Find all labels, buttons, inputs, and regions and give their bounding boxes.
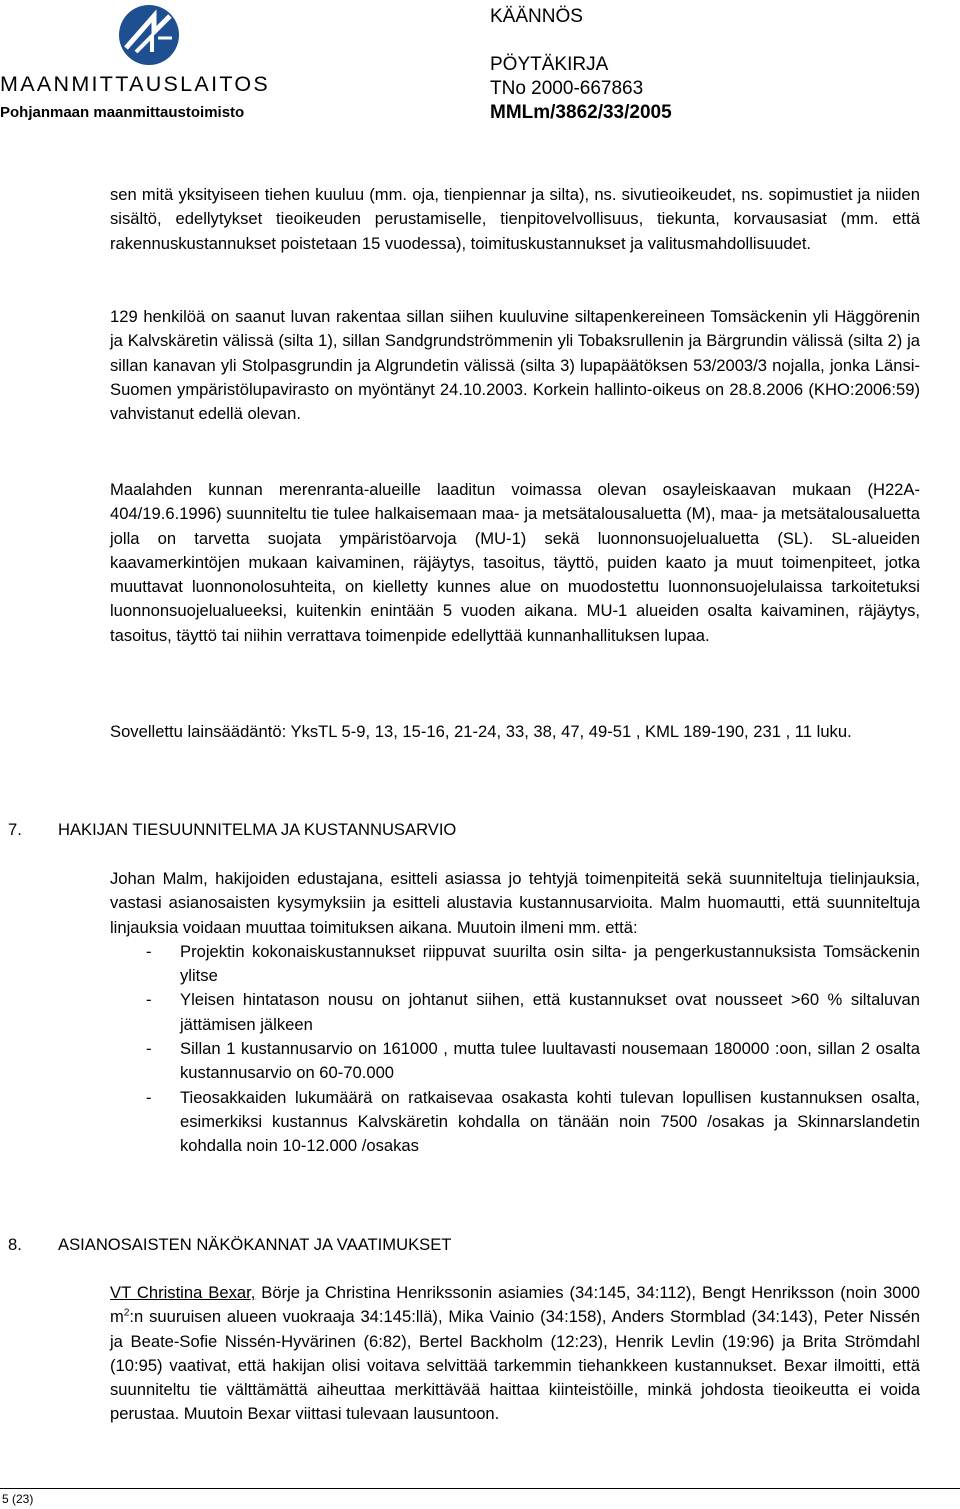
document-header-info <box>490 5 672 125</box>
list-item-text: Tieosakkaiden lukumäärä on ratkaisevaa osakasta kohti tulevan lopullisen kustannuksen osalta, esimerkiksi kustannus Kalvskäretin kohdalla on tänään noin 7500 /osakas ja Skinnarslandetin kohdalla noin 10-12.000 /osakas <box>180 1087 920 1156</box>
paragraph-bridge-permit <box>110 305 920 426</box>
agency-logo <box>0 0 300 128</box>
section-7-intro: Johan Malm, hakijoiden edustajana, esitteli asiassa jo tehtyjä toimenpiteitä sekä suunniteltuja tielinjauksia, vastasi asianosaisten kysymyksiin ja esitteli alustavia kustannusarvioita. Malm huomautti, että suunniteltuja linjauksia voidaan muuttaa toimituksen aikana. Muutoin ilmeni mm. että: <box>110 869 920 937</box>
section-title: ASIANOSAISTEN NÄKÖKANNAT JA VAATIMUKSET <box>58 1235 452 1254</box>
paragraph-text: :n suuruisen alueen vuokraaja 34:145:llä), Mika Vainio (34:158), Anders Stormblad (34:143), Peter Nissén ja Beate-Sofie Nissén-Hyvärinen (6:82), Bertel Backholm (12:23), Henrik Levlin (19:96) ja Brita Strömdahl (10:95) vaativat, että hakijan olisi voitava selvittää tarkemmin tiehankkeen kustannukset. Bexar ilmoitti, että suunniteltu tie välttämättä aiheuttaa merkittävää haittaa kiinteistöille, minkä johdosta tieoikeutta ei voida perustaa. Muutoin Bexar viittasi tulevaan lausuntoon. <box>110 1307 920 1424</box>
dash-bullet: - <box>146 941 152 961</box>
logo-wordmark: MAANMITTAUSLAITOS <box>0 72 271 96</box>
section-7-body <box>110 867 920 1159</box>
translation-label: KÄÄNNÖS <box>490 6 583 27</box>
paragraph-master-plan <box>110 478 920 648</box>
section-number: 7. <box>8 820 22 839</box>
dash-bullet: - <box>146 990 152 1010</box>
list-item <box>110 940 920 989</box>
superscript: 2 <box>123 1307 130 1319</box>
dash-bullet: - <box>146 1039 152 1059</box>
list-item <box>110 1086 920 1159</box>
section-title: HAKIJAN TIESUUNNITELMA JA KUSTANNUSARVIO <box>58 820 457 839</box>
tno-number: TNo 2000-667863 <box>490 78 644 99</box>
paragraph-text: Börje ja Christina Henrikssonin asiamies (34:145, 34:112), Bengt Henriksson (noin 3000 m <box>110 1283 920 1327</box>
office-name: Pohjanmaan maanmittaustoimisto <box>0 104 245 121</box>
document-type: PÖYTÄKIRJA <box>490 54 609 75</box>
counsel-name: VT Christina Bexar, <box>110 1283 256 1302</box>
section-7-list <box>110 940 920 1159</box>
footer-divider <box>0 1488 960 1489</box>
list-item-text: Projektin kokonaiskustannukset riippuvat suurilta osin silta- ja pengerkustannuksista Tomsäckenin ylitse <box>180 941 920 986</box>
mmlm-number: MMLm/3862/33/2005 <box>490 102 672 123</box>
paragraph-topics <box>110 183 920 256</box>
paragraph-text: 129 henkilöä on saanut luvan rakentaa sillan siihen kuuluvine siltapenkereineen Tomsäckenin yli Häggörenin ja Kalvskäretin välissä (silta 1), sillan Sandgrundströmmenin yli Tobaksrullenin ja Bärgrundin välissä (silta 2) ja sillan kanavan yli Stolpasgrundin ja Algrundetin välissä (silta 3) lupapäätöksen 53/2003/3 nojalla, jonka Länsi-Suomen ympäristölupavirasto on myöntänyt 24.10.2003. Korkein hallinto-oikeus on 28.8.2006 (KHO:2006:59) vahvistanut edellä olevan. <box>110 307 920 424</box>
paragraph-applied-law <box>110 720 920 744</box>
paragraph-text: sen mitä yksityiseen tiehen kuuluu (mm. oja, tienpiennar ja silta), ns. sivutieoikeudet, ns. sopimustiet ja niiden sisältö, edellytykset tieoikeuden perustamiselle, tienpitovelvollisuus, tiekunta, korvausasiat (mm. että rakennuskustannukset poistetaan 15 vuodessa), toimituskustannukset ja valitusmahdollisuudet. <box>110 185 920 253</box>
section-8-body <box>110 1281 920 1427</box>
list-item-text: Yleisen hintatason nousu on johtanut siihen, että kustannukset ovat nousseet >60 % siltaluvan jättämisen jälkeen <box>180 990 920 1034</box>
paragraph-text: Maalahden kunnan merenranta-alueille laaditun voimassa olevan osayleiskaavan mukaan (H22A-404/19.6.1996) suunniteltu tie tulee halkaisemaan maa- ja metsätalousaluetta (M), maa- ja metsätalousaluetta jolla on tarvetta suojata ympäristöarvoja (MU-1) sekä luonnonsuojelualuetta (SL). SL-alueiden kaavamerkintöjen mukaan kaivaminen, räjäytys, tasoitus, täyttö, puiden kaato ja muut toimenpiteet, jotka muuttavat luonnonolosuhteita, on kielletty kunnes alue on muodostettu luonnonsuojelulaissa tarkoitetuksi luonnonsuojelualueeksi, kuitenkin enintään 5 vuoden aikana. MU-1 alueiden osalta kaivaminen, räjäytys, tasoitus, täyttö tai niihin verrattava toimenpide edellyttää kunnanhallituksen lupaa. <box>110 480 920 645</box>
maanmittauslaitos-logo-icon <box>118 2 180 68</box>
page-number: 5 (23) <box>2 1492 34 1506</box>
list-item <box>110 988 920 1037</box>
paragraph-text: Sovellettu lainsäädäntö: YksTL 5-9, 13, 15-16, 21-24, 33, 38, 47, 49-51 , KML 189-190, 231 , 11 luku. <box>110 722 852 741</box>
section-8-paragraph <box>110 1281 920 1427</box>
section-number: 8. <box>8 1235 22 1254</box>
section-7-heading <box>8 818 908 842</box>
section-8-heading <box>8 1233 908 1257</box>
dash-bullet: - <box>146 1087 152 1107</box>
list-item <box>110 1037 920 1086</box>
list-item-text: Sillan 1 kustannusarvio on 161000 , mutta tulee luultavasti nousemaan 180000 :oon, sillan 2 osalta kustannusarvio on 60-70.000 <box>180 1039 920 1083</box>
